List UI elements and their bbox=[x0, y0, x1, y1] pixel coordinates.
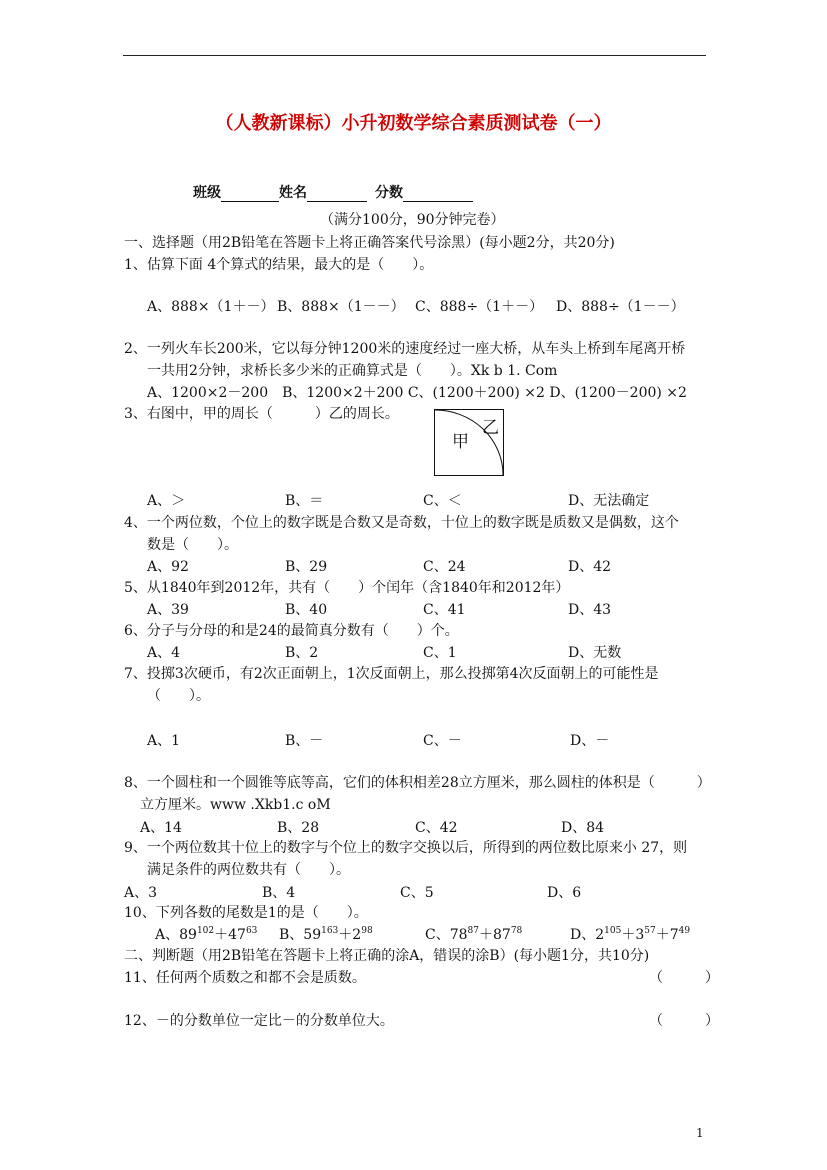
q10-a-base: A、89 bbox=[155, 927, 197, 943]
q4-stem-line2: 数是（ ）。 bbox=[147, 537, 238, 553]
name-blank bbox=[307, 187, 367, 202]
q9-option-a: A、3 bbox=[124, 885, 158, 901]
q4-option-c: C、24 bbox=[423, 559, 466, 575]
q5-option-b: B、40 bbox=[285, 602, 328, 618]
q5-option-c: C、41 bbox=[423, 602, 466, 618]
q7-option-b: B、－ bbox=[285, 733, 324, 749]
q10-d-base: D、2 bbox=[570, 927, 605, 943]
q12-stem: 12、－的分数单位一定比－的分数单位大。 bbox=[124, 1013, 394, 1029]
q2-options: A、1200×2－200 B、1200×2＋200 C、(1200＋200) ×2 D、(1200－200) ×2 bbox=[147, 385, 687, 401]
q10-d-exp1: 105 bbox=[604, 926, 622, 936]
page-title: （人教新课标）小升初数学综合素质测试卷（一） bbox=[215, 113, 612, 134]
q10-a-exp2: 63 bbox=[245, 926, 258, 936]
class-blank bbox=[221, 187, 279, 202]
q2-stem-line1: 2、一列火车长200米，它以每分钟1200米的速度经过一座大桥，从车头上桥到车尾离开桥 bbox=[124, 341, 686, 357]
q9-option-d: D、6 bbox=[547, 885, 582, 901]
name-label: 姓名 bbox=[279, 185, 307, 201]
q5-option-a: A、39 bbox=[147, 602, 189, 618]
page-number: 1 bbox=[696, 1126, 704, 1140]
q3-figure bbox=[434, 409, 504, 476]
q12-answer-paren: （ ） bbox=[649, 1013, 719, 1029]
q8-stem-line1: 8、一个圆柱和一个圆锥等底等高，它们的体积相差28立方厘米，那么圆柱的体积是（ ） bbox=[124, 775, 711, 791]
score-blank bbox=[403, 187, 473, 202]
q10-d-mid2: ＋7 bbox=[655, 927, 679, 943]
q9-stem-line1: 9、一个两位数其十位上的数字与个位上的数字交换以后，所得到的两位数比原来小 27，则 bbox=[124, 840, 688, 856]
q2-stem-line2: 一共用2分钟，求桥长多少米的正确算式是（ ）。Xk b 1. Com bbox=[147, 363, 558, 379]
q5-option-d: D、43 bbox=[568, 602, 612, 618]
q10-c-exp2: 78 bbox=[510, 926, 523, 936]
header-rule bbox=[123, 55, 706, 56]
section-2-heading: 二、判断题（用2B铅笔在答题卡上将正确的涂A，错误的涂B）(每小题1分，共10分) bbox=[124, 948, 650, 964]
q10-b-base: B、59 bbox=[279, 927, 322, 943]
q8-option-d: D、84 bbox=[561, 820, 605, 836]
q6-option-d: D、无数 bbox=[568, 645, 622, 661]
q10-c-base: C、78 bbox=[425, 927, 468, 943]
q1-option-b: B、888×（1－－） bbox=[277, 299, 405, 315]
q6-option-b: B、2 bbox=[285, 645, 319, 661]
section-1-heading: 一、选择题（用2B铅笔在答题卡上将正确答案代号涂黑）(每小题2分，共20分) bbox=[124, 235, 615, 251]
q3-option-a: A、＞ bbox=[147, 493, 186, 509]
q10-option-c bbox=[425, 926, 522, 944]
q10-b-mid: ＋2 bbox=[338, 927, 362, 943]
q8-option-b: B、28 bbox=[277, 820, 320, 836]
q7-option-c: C、－ bbox=[423, 733, 462, 749]
figure-label-jia: 甲 bbox=[452, 432, 469, 452]
q10-stem: 10、下列各数的尾数是1的是（ ）。 bbox=[124, 905, 368, 921]
q10-c-mid: ＋87 bbox=[478, 927, 511, 943]
q1-option-a: A、888×（1＋－） bbox=[147, 299, 275, 315]
q10-d-mid: ＋3 bbox=[621, 927, 645, 943]
q6-stem: 6、分子与分母的和是24的最简真分数有（ ）个。 bbox=[124, 623, 459, 639]
q10-c-exp1: 87 bbox=[467, 926, 479, 936]
q11-answer-paren: （ ） bbox=[649, 970, 719, 986]
q10-option-a bbox=[155, 926, 257, 944]
q10-b-exp1: 163 bbox=[321, 926, 339, 936]
score-label: 分数 bbox=[375, 185, 403, 201]
q10-option-d bbox=[570, 926, 690, 944]
q4-option-d: D、42 bbox=[568, 559, 612, 575]
score-note: （满分100分，90分钟完卷） bbox=[320, 212, 505, 228]
info-line bbox=[193, 184, 473, 202]
q10-d-exp2: 57 bbox=[644, 926, 656, 936]
q3-stem: 3、右图中，甲的周长（ ）乙的周长。 bbox=[124, 406, 399, 422]
q6-option-c: C、1 bbox=[423, 645, 457, 661]
q8-stem-line2: 立方厘米。www .Xkb1.c oM bbox=[140, 797, 331, 813]
q10-a-mid: ＋47 bbox=[214, 927, 246, 943]
q5-stem: 5、从1840年到2012年，共有（ ）个闰年（含1840年和2012年） bbox=[124, 580, 570, 596]
q9-option-c: C、5 bbox=[400, 885, 434, 901]
figure-label-yi: 乙 bbox=[482, 418, 499, 438]
class-label: 班级 bbox=[193, 185, 221, 201]
q4-stem-line1: 4、一个两位数，个位上的数字既是合数又是奇数，十位上的数字既是质数又是偶数，这个 bbox=[124, 515, 679, 531]
q7-stem-line1: 7、投掷3次硬币，有2次正面朝上，1次反面朝上，那么投掷第4次反面朝上的可能性是 bbox=[124, 666, 659, 682]
q3-option-d: D、无法确定 bbox=[568, 493, 650, 509]
q1-option-c: C、888÷（1＋－） bbox=[415, 299, 544, 315]
q6-option-a: A、4 bbox=[147, 645, 181, 661]
q4-option-a: A、92 bbox=[147, 559, 189, 575]
q10-a-exp1: 102 bbox=[196, 926, 215, 936]
q7-option-d: D、－ bbox=[570, 733, 610, 749]
q1-stem: 1、估算下面 4个算式的结果，最大的是（ ）。 bbox=[124, 257, 434, 273]
q10-b-exp2: 98 bbox=[361, 926, 373, 936]
q4-option-b: B、29 bbox=[285, 559, 328, 575]
q10-option-b bbox=[279, 926, 373, 944]
q11-stem: 11、任何两个质数之和都不会是质数。 bbox=[124, 970, 366, 986]
q7-stem-line2: （ ）。 bbox=[147, 688, 210, 704]
q3-option-b: B、＝ bbox=[285, 493, 324, 509]
q10-d-exp3: 49 bbox=[678, 926, 691, 936]
q7-option-a: A、1 bbox=[147, 733, 181, 749]
q9-stem-line2: 满足条件的两位数共有（ ）。 bbox=[147, 862, 350, 878]
q9-option-b: B、4 bbox=[262, 885, 296, 901]
q8-option-c: C、42 bbox=[415, 820, 458, 836]
q8-option-a: A、14 bbox=[140, 820, 182, 836]
q1-option-d: D、888÷（1－－） bbox=[556, 299, 685, 315]
q3-option-c: C、＜ bbox=[423, 493, 462, 509]
